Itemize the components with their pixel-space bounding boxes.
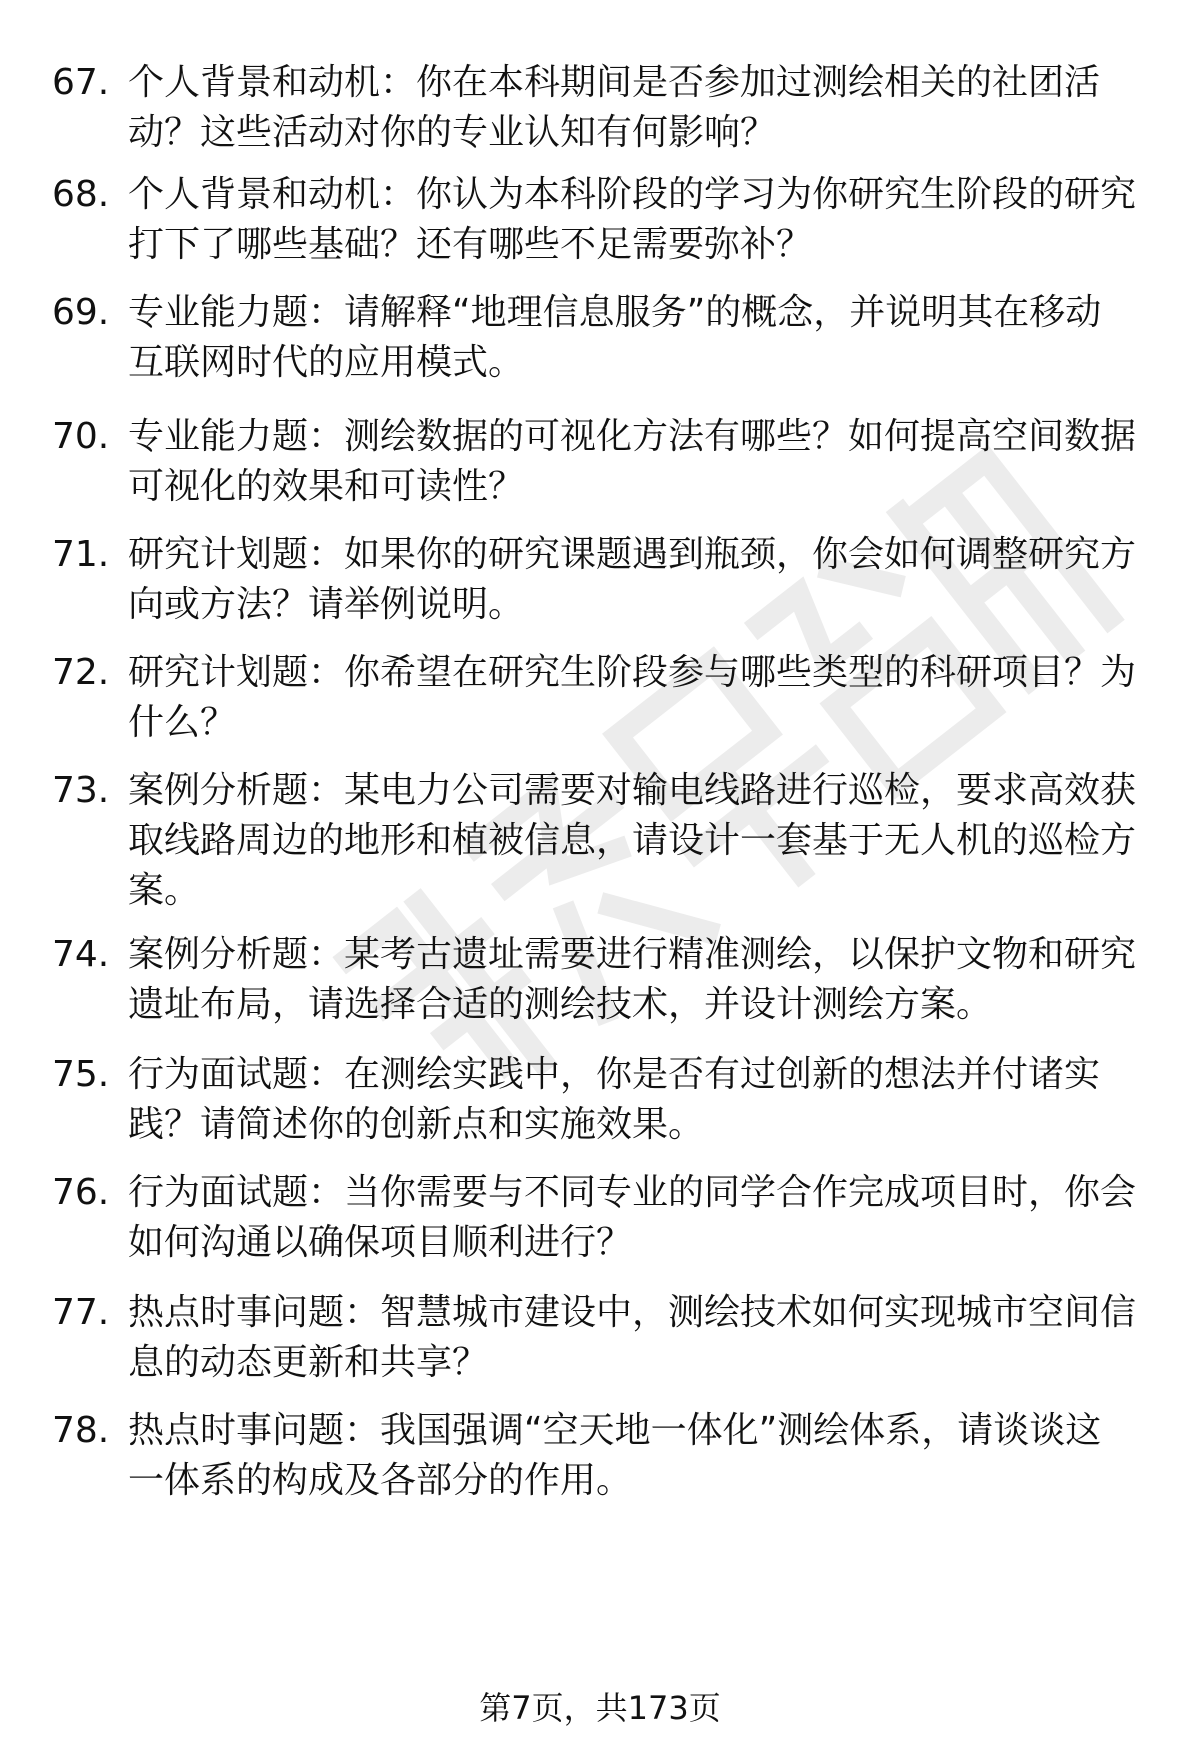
- question-line: 专业能力题：测绘数据的可视化方法有哪些？如何提高空间数据: [128, 416, 1137, 457]
- question-text: [128, 1406, 1188, 1506]
- question-line: 什么？: [128, 702, 237, 743]
- question-text: [128, 1050, 1188, 1150]
- question-line: 案例分析题：某电力公司需要对输电线路进行巡检，要求高效获: [128, 770, 1137, 811]
- question-line: 动？这些活动对你的专业认知有何影响？: [128, 112, 777, 153]
- question-text: [128, 1288, 1188, 1388]
- question-line: 取线路周边的地形和植被信息，请设计一套基于无人机的巡检方: [128, 820, 1137, 861]
- question-number: 74.: [52, 934, 110, 975]
- question-line: 遗址布局，请选择合适的测绘技术，并设计测绘方案。: [128, 984, 993, 1025]
- question-line: 息的动态更新和共享？: [128, 1342, 489, 1383]
- question-number: 71.: [52, 534, 110, 575]
- question-text: [128, 170, 1188, 270]
- question-text: [128, 930, 1188, 1030]
- question-line: 如何沟通以确保项目顺利进行？: [128, 1222, 633, 1263]
- question-number: 73.: [52, 770, 110, 811]
- question-line: 热点时事问题：智慧城市建设中，测绘技术如何实现城市空间信: [128, 1292, 1137, 1333]
- question-line: 互联网时代的应用模式。: [128, 342, 525, 383]
- question-text: [128, 288, 1188, 388]
- question-text: [128, 1168, 1188, 1268]
- question-text: [128, 412, 1188, 512]
- question-line: 行为面试题：在测绘实践中，你是否有过创新的想法并付诸实: [128, 1054, 1101, 1095]
- question-number: 76.: [52, 1172, 110, 1213]
- question-line: 行为面试题：当你需要与不同专业的同学合作完成项目时，你会: [128, 1172, 1137, 1213]
- question-line: 一体系的构成及各部分的作用。: [128, 1460, 633, 1501]
- question-number: 67.: [52, 62, 110, 103]
- page-number-footer: 第7页，共173页: [479, 1689, 721, 1727]
- question-line: 可视化的效果和可读性？: [128, 466, 525, 507]
- question-line: 个人背景和动机：你在本科期间是否参加过测绘相关的社团活: [128, 62, 1101, 103]
- question-line: 研究计划题：你希望在研究生阶段参与哪些类型的科研项目？为: [128, 652, 1137, 693]
- question-line: 案。: [128, 870, 201, 911]
- question-text: [128, 766, 1188, 916]
- question-line: 热点时事问题：我国强调“空天地一体化”测绘体系，请谈谈这: [128, 1410, 1102, 1451]
- question-line: 专业能力题：请解释“地理信息服务”的概念，并说明其在移动: [128, 292, 1102, 333]
- question-line: 向或方法？请举例说明。: [128, 584, 525, 625]
- question-line: 践？请简述你的创新点和实施效果。: [128, 1104, 705, 1145]
- question-number: 72.: [52, 652, 110, 693]
- question-text: [128, 58, 1188, 158]
- question-number: 75.: [52, 1054, 110, 1095]
- question-line: 案例分析题：某考古遗址需要进行精准测绘，以保护文物和研究: [128, 934, 1137, 975]
- question-line: 个人背景和动机：你认为本科阶段的学习为你研究生阶段的研究: [128, 174, 1137, 215]
- question-number: 77.: [52, 1292, 110, 1333]
- question-text: [128, 530, 1188, 630]
- question-number: 70.: [52, 416, 110, 457]
- question-number: 78.: [52, 1410, 110, 1451]
- question-number: 68.: [52, 174, 110, 215]
- question-text: [128, 648, 1188, 748]
- question-line: 研究计划题：如果你的研究课题遇到瓶颈，你会如何调整研究方: [128, 534, 1137, 575]
- question-number: 69.: [52, 292, 110, 333]
- question-line: 打下了哪些基础？还有哪些不足需要弥补？: [128, 224, 813, 265]
